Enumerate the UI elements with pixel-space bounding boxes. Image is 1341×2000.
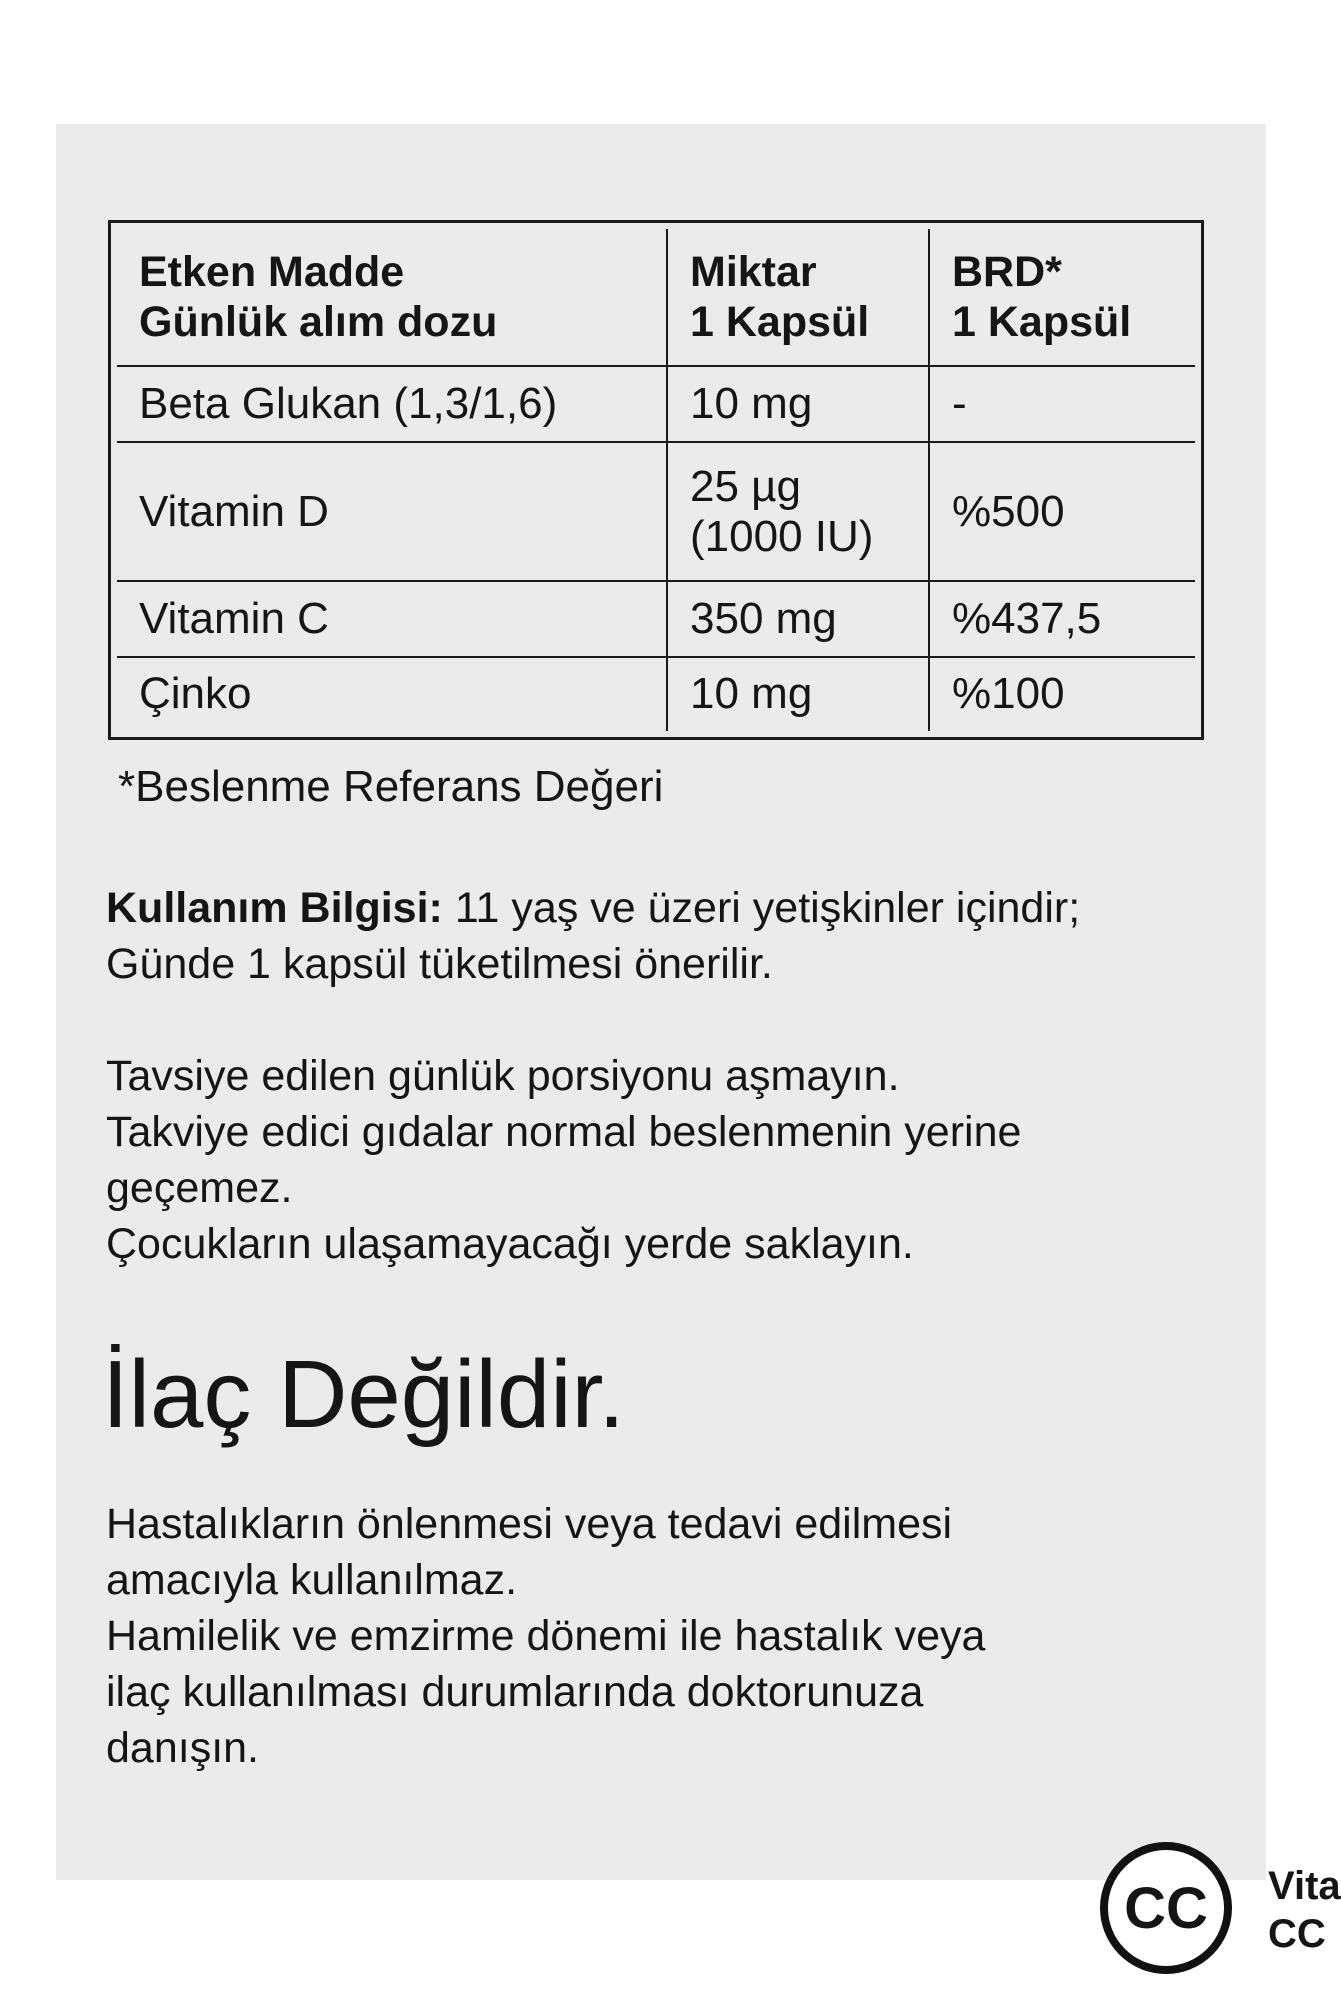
warning-line: Çocukların ulaşamayacağı yerde saklayın. — [106, 1220, 914, 1268]
nutrition-table-frame — [108, 220, 1204, 740]
not-medicine-heading: İlaç Değildir. — [102, 1341, 625, 1448]
disclaimer-line: ilaç kullanılması durumlarında doktorunuza — [106, 1668, 924, 1716]
usage-info — [106, 880, 1080, 992]
ingredient-amount: 25 µg (1000 IU) — [667, 442, 929, 581]
usage-line: 11 yaş ve üzeri yetişkinler içindir; — [454, 884, 1081, 932]
ingredient-brd: %100 — [929, 657, 1195, 731]
table-row — [117, 366, 1195, 442]
ingredient-name: Vitamin C — [117, 581, 667, 657]
header-ingredient: Etken Madde Günlük alım dozu — [117, 229, 667, 366]
ingredient-amount: 10 mg — [667, 657, 929, 731]
table-row — [117, 442, 1195, 581]
brd-footnote: *Beslenme Referans Değeri — [118, 762, 664, 811]
disclaimer-line: Hastalıkların önlenmesi veya tedavi edilmesi — [106, 1500, 953, 1548]
warning-line: Tavsiye edilen günlük porsiyonu aşmayın. — [106, 1052, 900, 1100]
brand-logo: CC — [1100, 1842, 1232, 1974]
ingredient-brd: - — [929, 366, 1195, 442]
brand-name: Vita CC — [1268, 1864, 1341, 1956]
disclaimer — [106, 1496, 985, 1776]
header-brd: BRD* 1 Kapsül — [929, 229, 1195, 366]
header-amount: Miktar 1 Kapsül — [667, 229, 929, 366]
ingredient-name: Vitamin D — [117, 442, 667, 581]
ingredient-brd: %500 — [929, 442, 1195, 581]
ingredient-amount: 10 mg — [667, 366, 929, 442]
warning-line: Takviye edici gıdalar normal beslenmenin yerine — [106, 1108, 1022, 1156]
disclaimer-line: danışın. — [106, 1724, 259, 1772]
usage-line: Günde 1 kapsül tüketilmesi önerilir. — [106, 940, 773, 988]
ingredient-name: Beta Glukan (1,3/1,6) — [117, 366, 667, 442]
ingredient-brd: %437,5 — [929, 581, 1195, 657]
table-row — [117, 581, 1195, 657]
warning-line: geçemez. — [106, 1164, 293, 1212]
ingredient-name: Çinko — [117, 657, 667, 731]
nutrition-table — [117, 229, 1195, 731]
table-row — [117, 657, 1195, 731]
usage-label: Kullanım Bilgisi: — [106, 884, 443, 932]
ingredient-amount: 350 mg — [667, 581, 929, 657]
disclaimer-line: Hamilelik ve emzirme dönemi ile hastalık veya — [106, 1612, 986, 1660]
disclaimer-line: amacıyla kullanılmaz. — [106, 1556, 518, 1604]
table-header-row — [117, 229, 1195, 366]
warnings — [106, 1048, 1021, 1272]
